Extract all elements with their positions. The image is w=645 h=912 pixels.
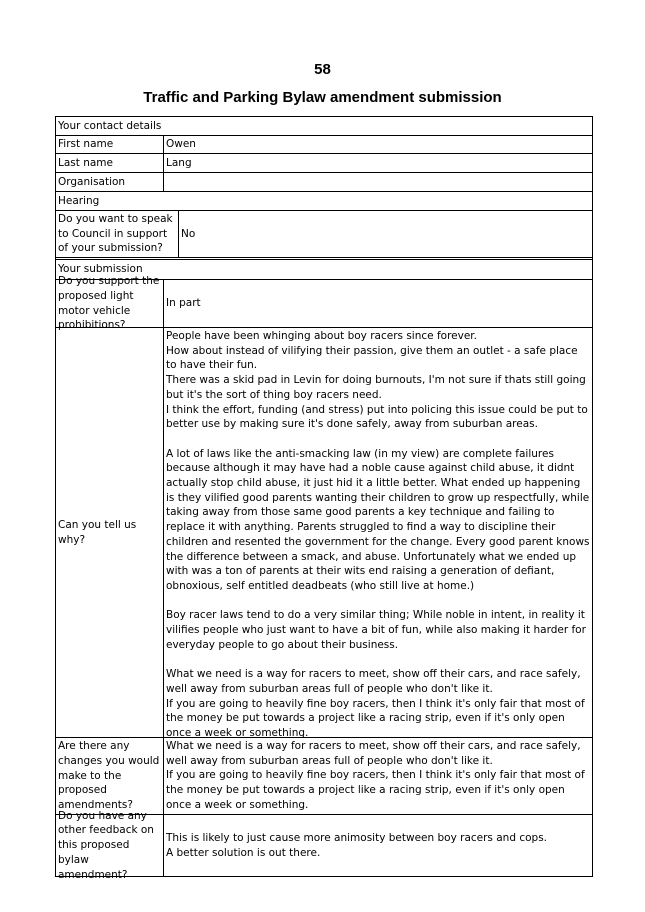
hearing-section-row — [56, 192, 592, 211]
support-value: In part — [166, 297, 201, 310]
changes-value: What we need is a way for racers to meet, show off their cars, and race safely, well away from suburban areas full of people who don't like it. If you are going to heavily fine boy racers, then I think it's only fair that most of the money be put towards a project like a racing strip, even if it's only open once a week or something. — [166, 740, 585, 811]
why-paragraph-3: Boy racer laws tend to do a very similar thing; While noble in intent, in reality it vilifies people who just want to have a bit of fun, while also making it harder for everyday people to go about their business. — [166, 609, 586, 651]
submission-form-table — [55, 116, 593, 881]
why-paragraph-4: What we need is a way for racers to meet, show off their cars, and race safely, well away from suburban areas full of people who don't like it. If you are going to heavily fine boy racers, then I think it's only fair that most of the money be put towards a project like a racing strip, even if it's only open once a week or something. — [166, 668, 585, 739]
last-name-value: Lang — [166, 156, 192, 169]
first-name-value: Owen — [166, 138, 196, 151]
why-paragraph-1: People have been whinging about boy racers since forever. How about instead of vilifying their passion, give them an outlet - a safe place to have their fun. There was a skid pad in Levin for doing burnouts, I'm not sure if thats still going but it's the sort of thing boy racers need. I think the effort, funding (and stress) put into policing this issue could be put to better use by making sure it's done safely, away from suburban areas. — [166, 330, 588, 431]
submission-section-heading: Your submission — [58, 263, 143, 276]
changes-label: Are there any changes you would make to the proposed amendments? — [56, 738, 164, 814]
why-answer — [164, 328, 592, 737]
contact-section-heading: Your contact details — [58, 119, 162, 132]
feedback-row — [56, 809, 592, 881]
feedback-value: This is likely to just cause more animosity between boy racers and cops. A better solution is out there. — [166, 831, 547, 859]
first-name-label: First name — [56, 136, 164, 153]
last-name-label: Last name — [56, 154, 164, 172]
page-title: Traffic and Parking Bylaw amendment submission — [143, 89, 502, 106]
contact-section-row — [56, 117, 592, 136]
page-number: 58 — [314, 61, 331, 78]
organisation-row — [56, 173, 592, 192]
feedback-label: Do you have any other feedback on this proposed bylaw amendment? — [56, 815, 164, 876]
support-label: Do you support the proposed light motor vehicle prohibitions? — [56, 280, 164, 327]
why-label: Can you tell us why? — [56, 328, 164, 737]
speak-value: No — [181, 227, 196, 240]
speak-row — [56, 211, 592, 260]
speak-label: Do you want to speak to Council in support of your submission? — [56, 211, 179, 257]
organisation-label: Organisation — [56, 173, 164, 191]
first-name-row — [56, 136, 592, 154]
why-row — [56, 328, 592, 738]
why-paragraph-2: A lot of laws like the anti-smacking law (in my view) are complete failures because although it may have had a noble cause against child abuse, it didnt actually stop child abuse, it just hid it a little better. What ended up happening is they vilified good parents wanting their children to grow up respectfully, while taking away from those same good parents a key technique and failing to replace it with anything. Parents struggled to find a way to discipline their children and resented the government for the change. Every good parent knows the difference between a smack, and abuse. Unfortunately what we ended up with was a ton of parents at their wits end raising a generation of defiant, obnoxious, self entitled deadbeats (who still live at home.) — [166, 447, 590, 592]
hearing-section-heading: Hearing — [58, 194, 100, 207]
organisation-value — [164, 173, 592, 191]
support-row — [56, 275, 592, 332]
last-name-row — [56, 154, 592, 173]
changes-row — [56, 738, 592, 815]
